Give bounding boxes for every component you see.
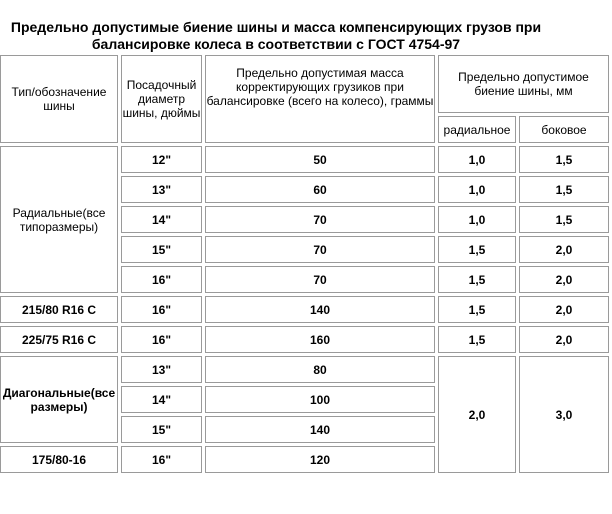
page-title [0,19,552,53]
type-cell: 215/80 R16 C [0,296,118,323]
diameter-cell: 16" [121,266,202,293]
header-lateral: боковое [519,116,609,143]
radial-runout-cell: 1,5 [438,236,516,263]
type-cell: 175/80-16 [0,446,118,473]
table-row [0,446,609,473]
diameter-cell: 13" [121,176,202,203]
mass-cell: 120 [205,446,435,473]
diameter-cell: 16" [121,296,202,323]
table-row [0,296,609,323]
lateral-runout-cell: 2,0 [519,266,609,293]
table-row [0,326,609,353]
table-row [0,146,609,173]
title-line-1: Предельно допустимые биение шины и масса компенсирующих грузов при [10,19,542,35]
header-radial: радиальное [438,116,516,143]
header-runout: Предельно допустимое биение шины, мм [438,55,609,113]
tire-balance-table [0,52,612,476]
type-cell: 225/75 R16 C [0,326,118,353]
diameter-cell: 16" [121,446,202,473]
diameter-cell: 12" [121,146,202,173]
radial-runout-cell: 1,5 [438,266,516,293]
title-line-2: балансировке колеса в соответствии с ГОСТ 4754-97 [91,36,461,52]
lateral-runout-cell: 1,5 [519,206,609,233]
mass-cell: 50 [205,146,435,173]
radial-runout-cell: 2,0 [438,356,516,473]
mass-cell: 100 [205,386,435,413]
diameter-cell: 15" [121,236,202,263]
mass-cell: 160 [205,326,435,353]
diameter-cell: 15" [121,416,202,443]
header-mass: Предельно допустимая масса корректирующих грузиков при балансировке (всего на колесо), граммы [205,55,435,143]
mass-cell: 70 [205,206,435,233]
mass-cell: 80 [205,356,435,383]
mass-cell: 60 [205,176,435,203]
header-type: Тип/обозначение шины [0,55,118,143]
type-cell: Диагональные(все размеры) [0,356,118,443]
radial-runout-cell: 1,0 [438,146,516,173]
radial-runout-cell: 1,0 [438,206,516,233]
lateral-runout-cell: 2,0 [519,296,609,323]
diameter-cell: 14" [121,386,202,413]
diameter-cell: 16" [121,326,202,353]
table-viewport [0,55,589,477]
diameter-cell: 14" [121,206,202,233]
lateral-runout-cell: 1,5 [519,176,609,203]
lateral-runout-cell: 1,5 [519,146,609,173]
lateral-runout-cell: 3,0 [519,356,609,473]
mass-cell: 70 [205,266,435,293]
radial-runout-cell: 1,5 [438,326,516,353]
table-row [0,356,609,383]
mass-cell: 140 [205,296,435,323]
mass-cell: 70 [205,236,435,263]
mass-cell: 140 [205,416,435,443]
lateral-runout-cell: 2,0 [519,326,609,353]
radial-runout-cell: 1,0 [438,176,516,203]
header-diameter: Посадочный диаметр шины, дюймы [121,55,202,143]
radial-runout-cell: 1,5 [438,296,516,323]
lateral-runout-cell: 2,0 [519,236,609,263]
type-cell: Радиальные(все типоразмеры) [0,146,118,293]
diameter-cell: 13" [121,356,202,383]
